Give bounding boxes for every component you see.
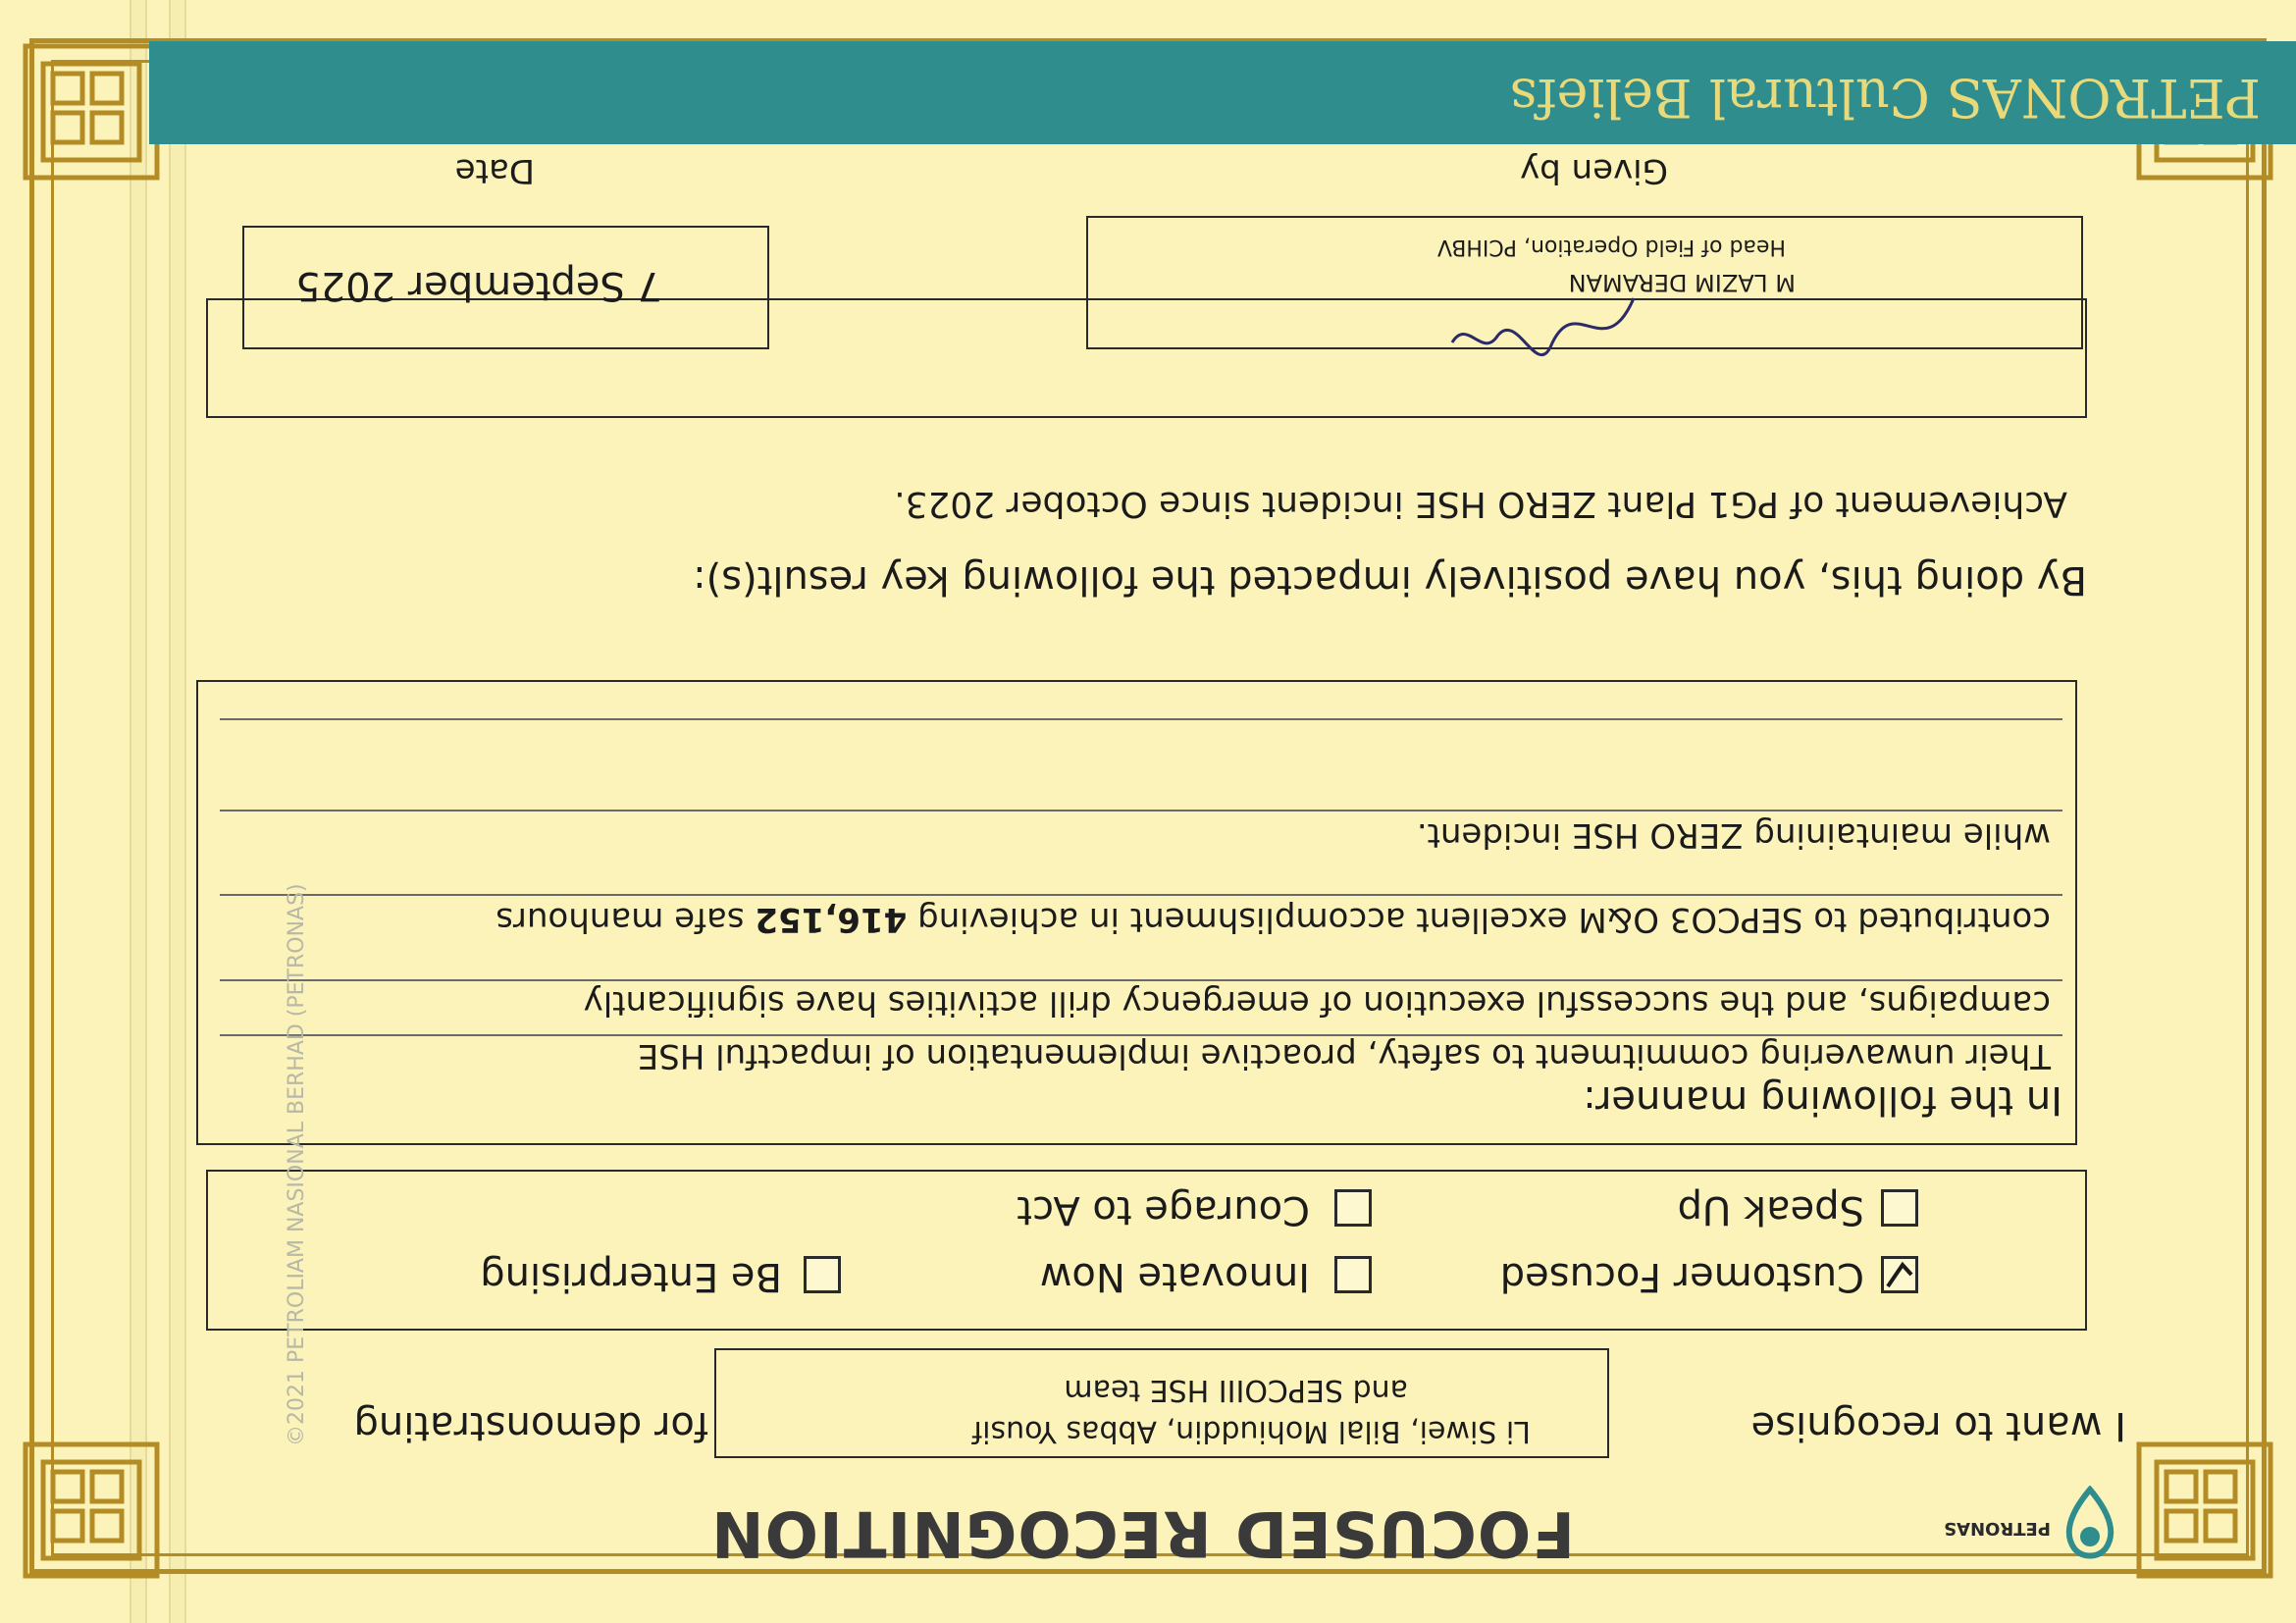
- checkmark-icon: [1884, 1259, 1915, 1290]
- checkbox-customer-focused[interactable]: [1881, 1256, 1918, 1293]
- purpose-text: for demonstrating: [353, 1403, 708, 1448]
- manner-line-3: [496, 900, 2051, 939]
- corner-ornament-top-right: [18, 1437, 165, 1584]
- cultural-beliefs-banner: [149, 41, 2296, 144]
- result-heading: By doing this, you have positively impacted the following key result(s):: [693, 557, 2087, 602]
- writing-line: [220, 979, 2062, 981]
- manner-line-3-start: contributed to SEPCO3 O&M excellent accomplishment in achieving: [907, 900, 2051, 939]
- recipient-line-2: and SEPCOIII HSE team: [1064, 1373, 1408, 1407]
- manner-manhours-value: 416,152: [755, 900, 908, 939]
- writing-line: [220, 810, 2062, 812]
- giver-name: M LAZIM DERAMAN: [1568, 269, 1796, 296]
- date-value: 7 September 2025: [295, 263, 662, 308]
- checkbox-be-enterprising[interactable]: [804, 1256, 841, 1293]
- date-label: Date: [454, 151, 535, 190]
- giver-position: Head of Field Operation, PCIHBV: [1436, 235, 1786, 259]
- checkbox-courage-to-act[interactable]: [1334, 1189, 1372, 1227]
- given-by-label: Given by: [1520, 151, 1668, 190]
- manner-line-4: while maintaining ZERO HSE incident.: [1416, 815, 2051, 855]
- copyright-text: ©2021 PETROLIAM NASIONAL BERHAD (PETRONAS): [285, 883, 309, 1446]
- result-text: Achievement of PG1 Plant ZERO HSE incident since October 2023.: [894, 484, 2067, 524]
- petronas-logo-icon: [2061, 1486, 2119, 1564]
- manner-line-2: campaigns, and the successful execution of emergency drill activities have significantly: [583, 983, 2051, 1022]
- intro-text: I want to recognise: [1750, 1403, 2126, 1448]
- checkbox-speak-up[interactable]: [1881, 1189, 1918, 1227]
- value-label-be-enterprising: Be Enterprising: [480, 1254, 782, 1299]
- writing-line: [220, 718, 2062, 720]
- checkbox-innovate-now[interactable]: [1334, 1256, 1372, 1293]
- brand-label: PETRONAS: [1944, 1518, 2051, 1539]
- page-title: FOCUSED RECOGNITION: [710, 1496, 1575, 1569]
- value-label-speak-up: Speak Up: [1677, 1187, 1864, 1232]
- writing-line: [220, 894, 2062, 896]
- manner-line-3-end: safe manhours: [496, 900, 756, 939]
- banner-text: PETRONAS Cultural Beliefs: [1509, 67, 2261, 129]
- manner-line-1: Their unwavering commitment to safety, proactive implementation of impactful HSE: [637, 1036, 2051, 1075]
- manner-heading: In the following manner:: [1583, 1077, 2062, 1123]
- value-label-courage-to-act: Courage to Act: [1017, 1187, 1310, 1232]
- value-label-customer-focused: Customer Focused: [1499, 1254, 1864, 1299]
- recipient-line-1: Li Siwei, Bilal Mohiuddin, Abbas Yousif: [971, 1414, 1531, 1448]
- corner-ornament-bottom-right: [18, 38, 165, 185]
- corner-ornament-top-left: [2131, 1437, 2278, 1584]
- value-label-innovate-now: Innovate Now: [1039, 1254, 1310, 1299]
